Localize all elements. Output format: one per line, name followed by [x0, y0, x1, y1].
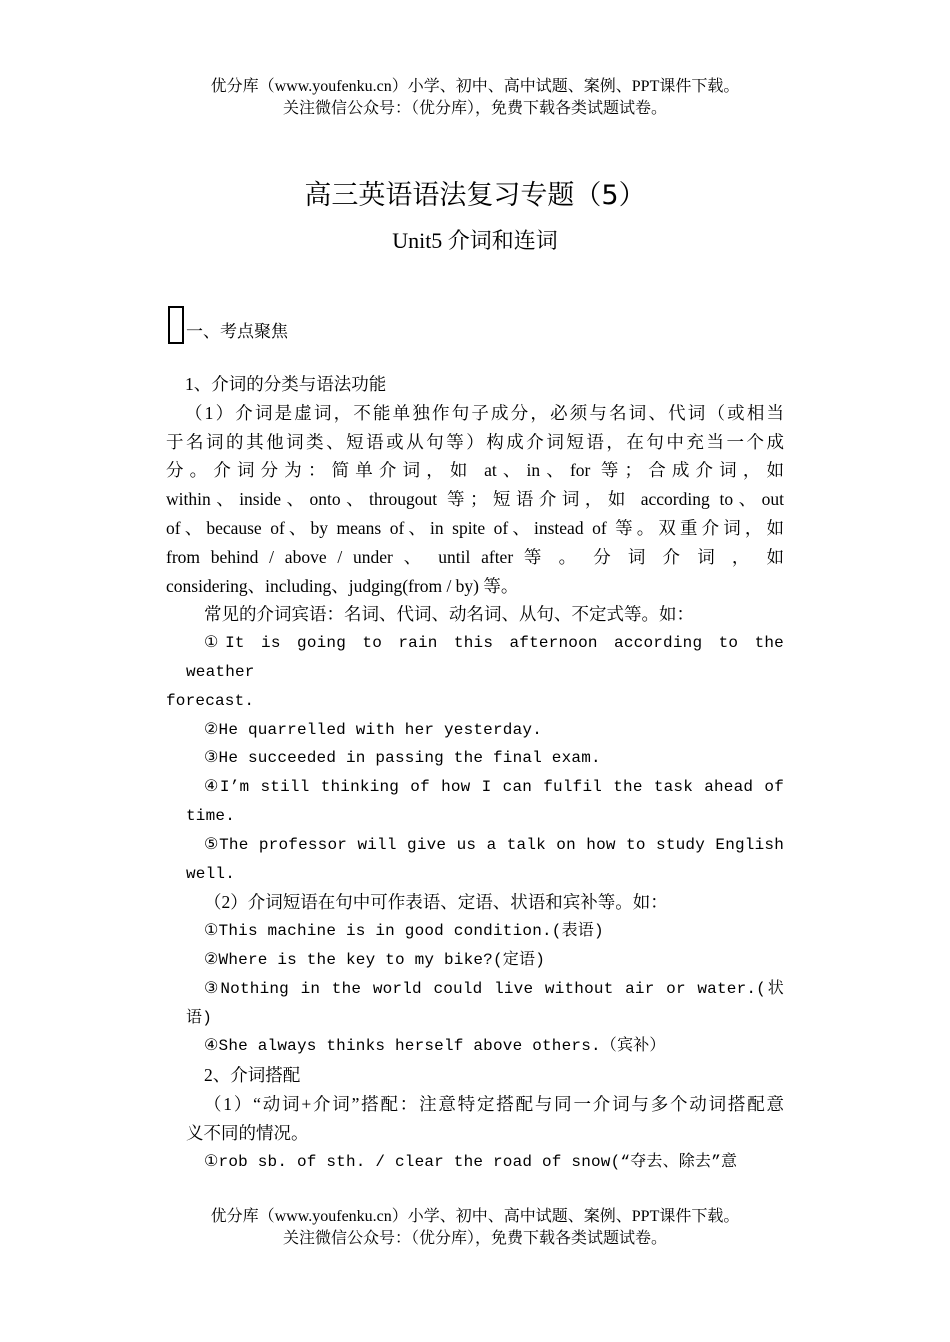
example-line: ①rob sb. of sth. / clear the road of snow(“夺去、除去”意 [204, 1152, 738, 1171]
example-line: ②Where is the key to my bike?(定语) [204, 950, 545, 969]
paragraph-line: within、inside、onto、througout 等；短语介词，如 according to、out [166, 489, 784, 510]
example-line: ⑤The professor will give us a talk on how to study English [204, 835, 784, 854]
page-header [0, 76, 950, 120]
header-line-1: 优分库（www.youfenku.cn）小学、初中、高中试题、案例、PPT课件下载。 [210, 78, 740, 95]
document-subtitle: Unit5 介词和连词 [392, 228, 558, 253]
page-footer [0, 1206, 950, 1250]
paragraph-line: 常见的介词宾语：名词、代词、动名词、从句、不定式等。如： [204, 604, 694, 625]
example-line: ④I’m still thinking of how I can fulfil the task ahead of [204, 778, 784, 797]
paragraph-line: considering、including、judging(from / by) 等。 [166, 575, 519, 596]
missing-glyph-box-icon [168, 306, 184, 344]
section-heading [168, 300, 288, 344]
footer-line-2: 关注微信公众号：（优分库），免费下载各类试题试卷。 [282, 1230, 667, 1247]
paragraph-line: from behind / above / under 、 until after 等 。 分 词 介 词 ， 如 [166, 546, 784, 567]
example-line: ①It is going to rain this afternoon according to the [204, 634, 784, 653]
paragraph-line: （1）“动词+介词”搭配：注意特定搭配与同一介词与多个动词搭配意 [204, 1093, 784, 1114]
paragraph-line: of、because of、by means of、in spite of、instead of 等。双重介词，如 [166, 517, 784, 538]
example-line: ③He succeeded in passing the final exam. [204, 749, 601, 768]
paragraph-line: 义不同的情况。 [186, 1122, 309, 1143]
document-title: 高三英语语法复习专题（5） [304, 180, 646, 211]
header-line-2: 关注微信公众号：（优分库），免费下载各类试题试卷。 [282, 100, 667, 117]
footer-line-1: 优分库（www.youfenku.cn）小学、初中、高中试题、案例、PPT课件下载。 [210, 1208, 740, 1225]
document-body [166, 370, 784, 1176]
paragraph-line: （2）介词短语在句中可作表语、定语、状语和宾补等。如： [204, 892, 668, 913]
section-heading-text: 一、考点聚焦 [186, 322, 288, 342]
paragraph-line: 1、介词的分类与语法功能 [185, 374, 387, 394]
example-line: weather [186, 662, 255, 681]
paragraph-line: 于名词的其他词类、短语或从句等）构成介词短语，在句中充当一个成 [166, 431, 784, 452]
example-line: time. [186, 806, 236, 825]
example-line: ②He quarrelled with her yesterday. [204, 720, 542, 739]
example-line: ④She always thinks herself above others.（宾补） [204, 1037, 666, 1056]
example-line: well. [186, 864, 236, 883]
example-line: ①This machine is in good condition.(表语) [204, 922, 604, 941]
paragraph-line: 分。介词分为：简单介词，如 at、in、for 等；合成介词，如 [166, 460, 784, 481]
example-line: 语) [186, 1008, 213, 1027]
paragraph-line: 2、介词搭配 [204, 1065, 301, 1086]
paragraph-line: （1）介词是虚词，不能单独作句子成分，必须与名词、代词（或相当 [185, 402, 784, 423]
example-line: ③Nothing in the world could live without air or water.(状 [204, 979, 784, 998]
example-line: forecast. [166, 691, 255, 710]
